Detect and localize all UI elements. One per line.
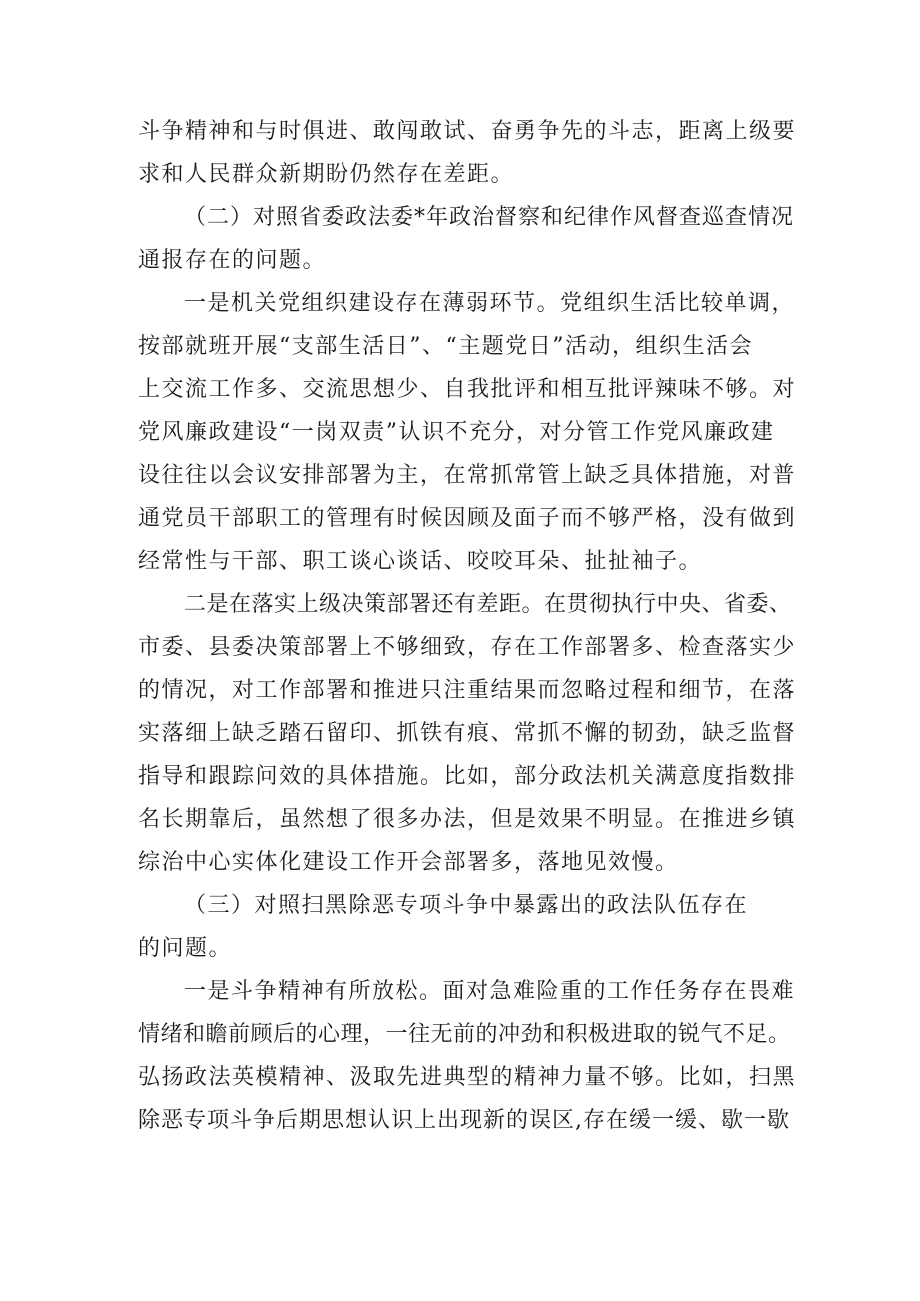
text-line: 实落细上缺乏踏石留印、抓铁有痕、常抓不懈的韧劲，缺乏监督 bbox=[138, 721, 797, 746]
section-heading: （二）对照省委政法委*年政治督察和纪律作风督查巡查情况 bbox=[184, 205, 795, 230]
document-body bbox=[138, 110, 798, 1142]
text-line: 弘扬政法英模精神、汲取先进典型的精神力量不够。比如，扫黑 bbox=[138, 1065, 797, 1090]
text-line: 市委、县委决策部署上不够细致，存在工作部署多、检查落实少 bbox=[138, 635, 797, 660]
section-heading: （三）对照扫黑除恶专项斗争中暴露出的政法队伍存在 bbox=[184, 893, 749, 918]
paragraph-start: 一是斗争精神有所放松。面对急难险重的工作任务存在畏难 bbox=[184, 979, 796, 1004]
text-line: 上交流工作多、交流思想少、自我批评和相互批评辣味不够。对 bbox=[138, 377, 797, 402]
text-line: 党风廉政建设“一岗双责”认识不充分，对分管工作党风廉政建 bbox=[138, 420, 775, 445]
text-line: 名长期靠后，虽然想了很多办法，但是效果不明显。在推进乡镇 bbox=[138, 807, 797, 832]
text-line: 通党员干部职工的管理有时候因顾及面子而不够严格，没有做到 bbox=[138, 506, 797, 531]
text-line: 的情况，对工作部署和推进只注重结果而忽略过程和细节，在落 bbox=[138, 678, 797, 703]
text-line: 斗争精神和与时俱进、敢闯敢试、奋勇争先的斗志，距离上级要 bbox=[138, 119, 797, 144]
text-line: 按部就班开展“支部生活日”、“主题党日”活动，组织生活会 bbox=[138, 334, 753, 359]
paragraph-start: 一是机关党组织建设存在薄弱环节。党组织生活比较单调， bbox=[184, 291, 796, 316]
paragraph-start: 二是在落实上级决策部署还有差距。在贯彻执行中央、省委、 bbox=[184, 592, 792, 617]
text-line: 除恶专项斗争后期思想认识上出现新的误区,存在缓一缓、歇一歇 bbox=[138, 1108, 790, 1133]
text-line: 情绪和瞻前顾后的心理，一往无前的冲劲和积极进取的锐气不足。 bbox=[138, 1022, 791, 1047]
text-line: 综治中心实体化建设工作开会部署多，落地见效慢。 bbox=[138, 850, 679, 875]
section-heading: 的问题。 bbox=[138, 936, 233, 961]
text-line: 求和人民群众新期盼仍然存在差距。 bbox=[138, 162, 515, 187]
text-line: 指导和跟踪问效的具体措施。比如，部分政法机关满意度指数排 bbox=[138, 764, 797, 789]
section-heading: 通报存在的问题。 bbox=[138, 248, 327, 273]
text-line: 经常性与干部、职工谈心谈话、咬咬耳朵、扯扯袖子。 bbox=[138, 549, 703, 574]
text-line: 设往往以会议安排部署为主，在常抓常管上缺乏具体措施，对普 bbox=[138, 463, 797, 488]
